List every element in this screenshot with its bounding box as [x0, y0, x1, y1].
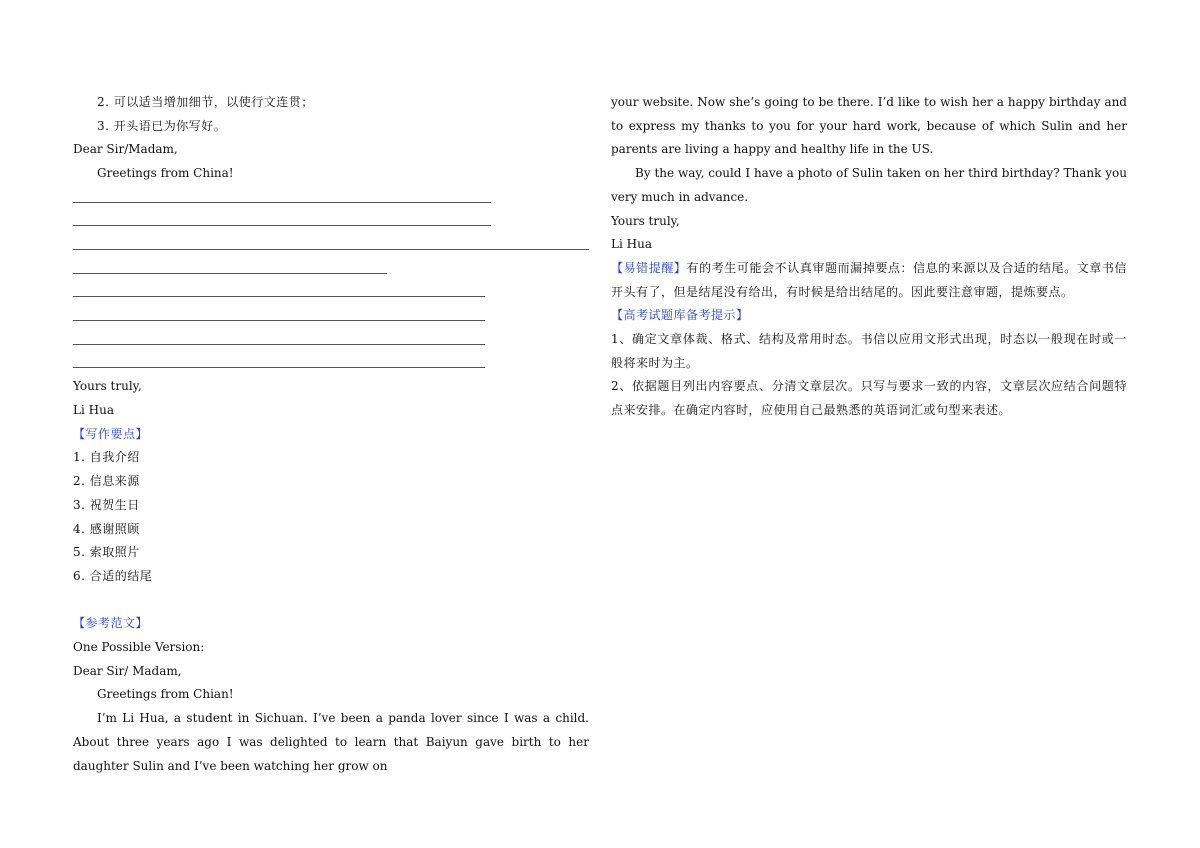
answer-line — [73, 257, 589, 281]
mistake-reminder — [611, 257, 1127, 304]
answer-line — [73, 210, 589, 234]
sample-body-paragraph: I’m Li Hua, a student in Sichuan. I’ve been a panda lover since I was a child. About three years ago I was delighted to learn that Baiyun gave birth to her daughter Sulin and I’ve been watching her grow on — [73, 711, 589, 773]
writing-point: 6. 合适的结尾 — [73, 568, 153, 583]
exam-tips-heading: 【高考试题库备考提示】 — [611, 308, 749, 323]
sample-version-label: One Possible Version: — [73, 640, 205, 655]
letter-signature: Li Hua — [73, 403, 114, 418]
right-column — [611, 91, 1127, 423]
writing-point: 1. 自我介绍 — [73, 450, 140, 465]
answer-line — [73, 281, 589, 305]
letter-greeting: Greetings from China! — [97, 166, 234, 181]
exam-tip-2: 2、依据题目列出内容要点、分清文章层次。只写与要求一致的内容，文章层次应结合问题特点来安排。在确定内容时，应使用自己最熟悉的英语词汇或句型来表述。 — [611, 379, 1127, 418]
requirement-3: 3. 开头语已为你写好。 — [97, 118, 227, 133]
letter-salutation: Dear Sir/Madam, — [73, 142, 178, 157]
requirement-2: 2. 可以适当增加细节，以使行文连贯； — [97, 95, 314, 109]
answer-line — [73, 304, 589, 328]
letter-closing: Yours truly, — [73, 379, 142, 394]
sample-essay-heading: 【参考范文】 — [73, 616, 149, 631]
writing-point: 4. 感谢照顾 — [73, 521, 140, 536]
writing-point: 2. 信息来源 — [73, 474, 140, 489]
answer-line — [73, 328, 589, 352]
writing-points-heading: 【写作要点】 — [73, 426, 149, 441]
spacer — [73, 589, 589, 613]
sample-body-continuation: your website. Now she’s going to be there. I’d like to wish her a happy birthday and to express my thanks to you for your hard work, because of which Sulin and her parents are living a happy and healthy life in the US. — [611, 95, 1127, 157]
exam-tip-1: 1、确定文章体裁、格式、结构及常用时态。书信以应用文形式出现，时态以一般现在时或一般将来时为主。 — [611, 332, 1127, 370]
sample-closing: Yours truly, — [611, 213, 680, 228]
answer-line — [73, 186, 589, 210]
left-column — [73, 91, 589, 778]
writing-point: 5. 索取照片 — [73, 545, 140, 560]
mistake-reminder-text: 有的考生可能会不认真审题而漏掉要点：信息的来源以及合适的结尾。文章书信开头有了，但是结尾没有给出，有时候是给出结尾的。因此要注意审题，提炼要点。 — [611, 260, 1127, 299]
mistake-reminder-tag: 【易错提醒】 — [611, 260, 687, 275]
writing-point: 3. 祝贺生日 — [73, 497, 140, 512]
sample-salutation: Dear Sir/ Madam, — [73, 663, 182, 678]
answer-line — [73, 233, 589, 257]
answer-line — [73, 352, 589, 376]
sample-greeting: Greetings from Chian! — [97, 687, 234, 702]
sample-signature: Li Hua — [611, 237, 652, 252]
sample-photo-request: By the way, could I have a photo of Sulin taken on her third birthday? Thank you very much in advance. — [611, 166, 1127, 204]
